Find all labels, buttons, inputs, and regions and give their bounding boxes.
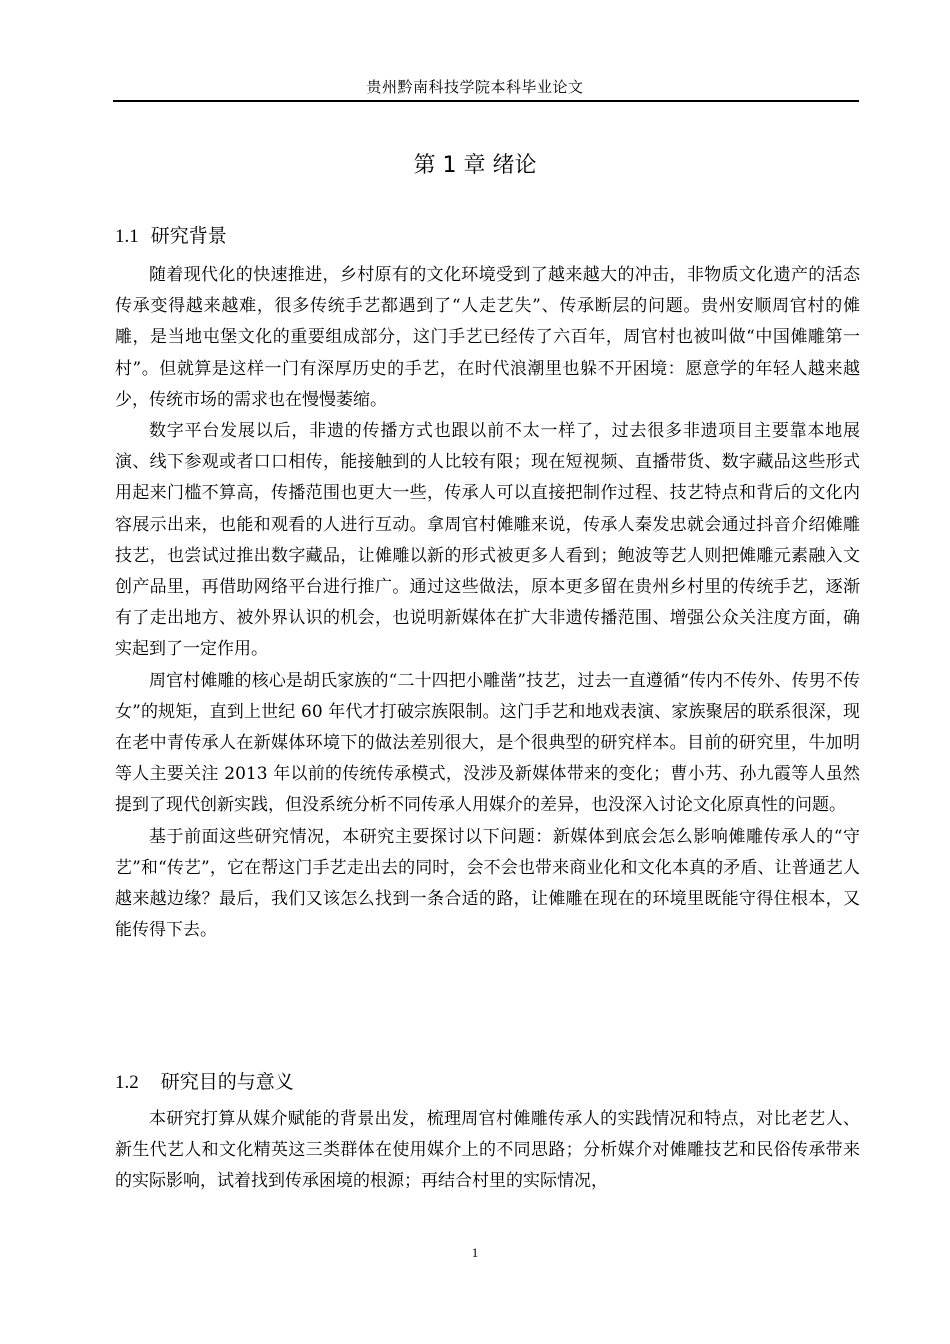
page-number: 1 [471, 1245, 479, 1260]
section-body-1-1 [115, 260, 860, 946]
body-paragraph: 本研究打算从媒介赋能的背景出发，梳理周官村傩雕传承人的实践情况和特点，对比老艺人、新生代艺人和文化精英这三类群体在使用媒介上的不同思路；分析媒介对傩雕技艺和民俗传承带来的实际影响，试着找到传承困境的根源；再结合村里的实际情况， [115, 1109, 860, 1192]
section-title: 研究背景 [150, 225, 227, 247]
header-divider [113, 100, 859, 102]
section-number: 1.2 [115, 1072, 139, 1093]
chapter-title: 第 1 章 绪论 [413, 153, 537, 178]
body-paragraph: 数字平台发展以后，非遗的传播方式也跟以前不太一样了，过去很多非遗项目主要靠本地展演、线下参观或者口口相传，能接触到的人比较有限；现在短视频、直播带货、数字藏品这些形式用起来门槛不算高，传播范围也更大一些，传承人可以直接把制作过程、技艺特点和背后的文化内容展示出来，也能和观看的人进行互动。拿周官村傩雕来说，传承人秦发忠就会通过抖音介绍傩雕技艺，也尝试过推出数字藏品，让傩雕以新的形式被更多人看到；鲍波等艺人则把傩雕元素融入文创产品里，再借助网络平台进行推广。通过这些做法，原本更多留在贵州乡村里的传统手艺，逐渐有了走出地方、被外界认识的机会，也说明新媒体在扩大非遗传播范围、增强公众关注度方面，确实起到了一定作用。 [115, 421, 860, 660]
body-paragraph: 周官村傩雕的核心是胡氏家族的“二十四把小雕凿”技艺，过去一直遵循“传内不传外、传男不传女”的规矩，直到上世纪 60 年代才打破宗族限制。这门手艺和地戏表演、家族聚居的联系很深，现在老中青传承人在新媒体环境下的做法差别很大，是个很典型的研究样本。目前的研究里，牛加明等人主要关注 2013 年以前的传统传承模式，没涉及新媒体带来的变化；曹小艿、孙九霞等人虽然提到了现代创新实践，但没系统分析不同传承人用媒介的差异，也没深入讨论文化原真性的问题。 [115, 670, 860, 816]
section-heading-1-1 [115, 221, 227, 248]
section-number: 1.1 [115, 226, 139, 247]
section-heading-1-2 [115, 1067, 294, 1094]
running-header: 贵州黔南科技学院本科毕业论文 [366, 78, 584, 96]
section-body-1-2 [115, 1104, 860, 1198]
body-paragraph: 随着现代化的快速推进，乡村原有的文化环境受到了越来越大的冲击，非物质文化遗产的活态传承变得越来越难，很多传统手艺都遇到了“人走艺失”、传承断层的问题。贵州安顺周官村的傩雕，是当地屯堡文化的重要组成部分，这门手艺已经传了六百年，周官村也被叫做“中国傩雕第一村”。但就算是这样一门有深厚历史的手艺，在时代浪潮里也躲不开困境：愿意学的年轻人越来越少，传统市场的需求也在慢慢萎缩。 [115, 265, 860, 410]
body-paragraph: 基于前面这些研究情况，本研究主要探讨以下问题：新媒体到底会怎么影响傩雕传承人的“守艺”和“传艺”，它在帮这门手艺走出去的同时，会不会也带来商业化和文化本真的矛盾、让普通艺人越来越边缘？最后，我们又该怎么找到一条合适的路，让傩雕在现在的环境里既能守得住根本，又能传得下去。 [115, 826, 860, 941]
section-title: 研究目的与意义 [160, 1071, 294, 1093]
